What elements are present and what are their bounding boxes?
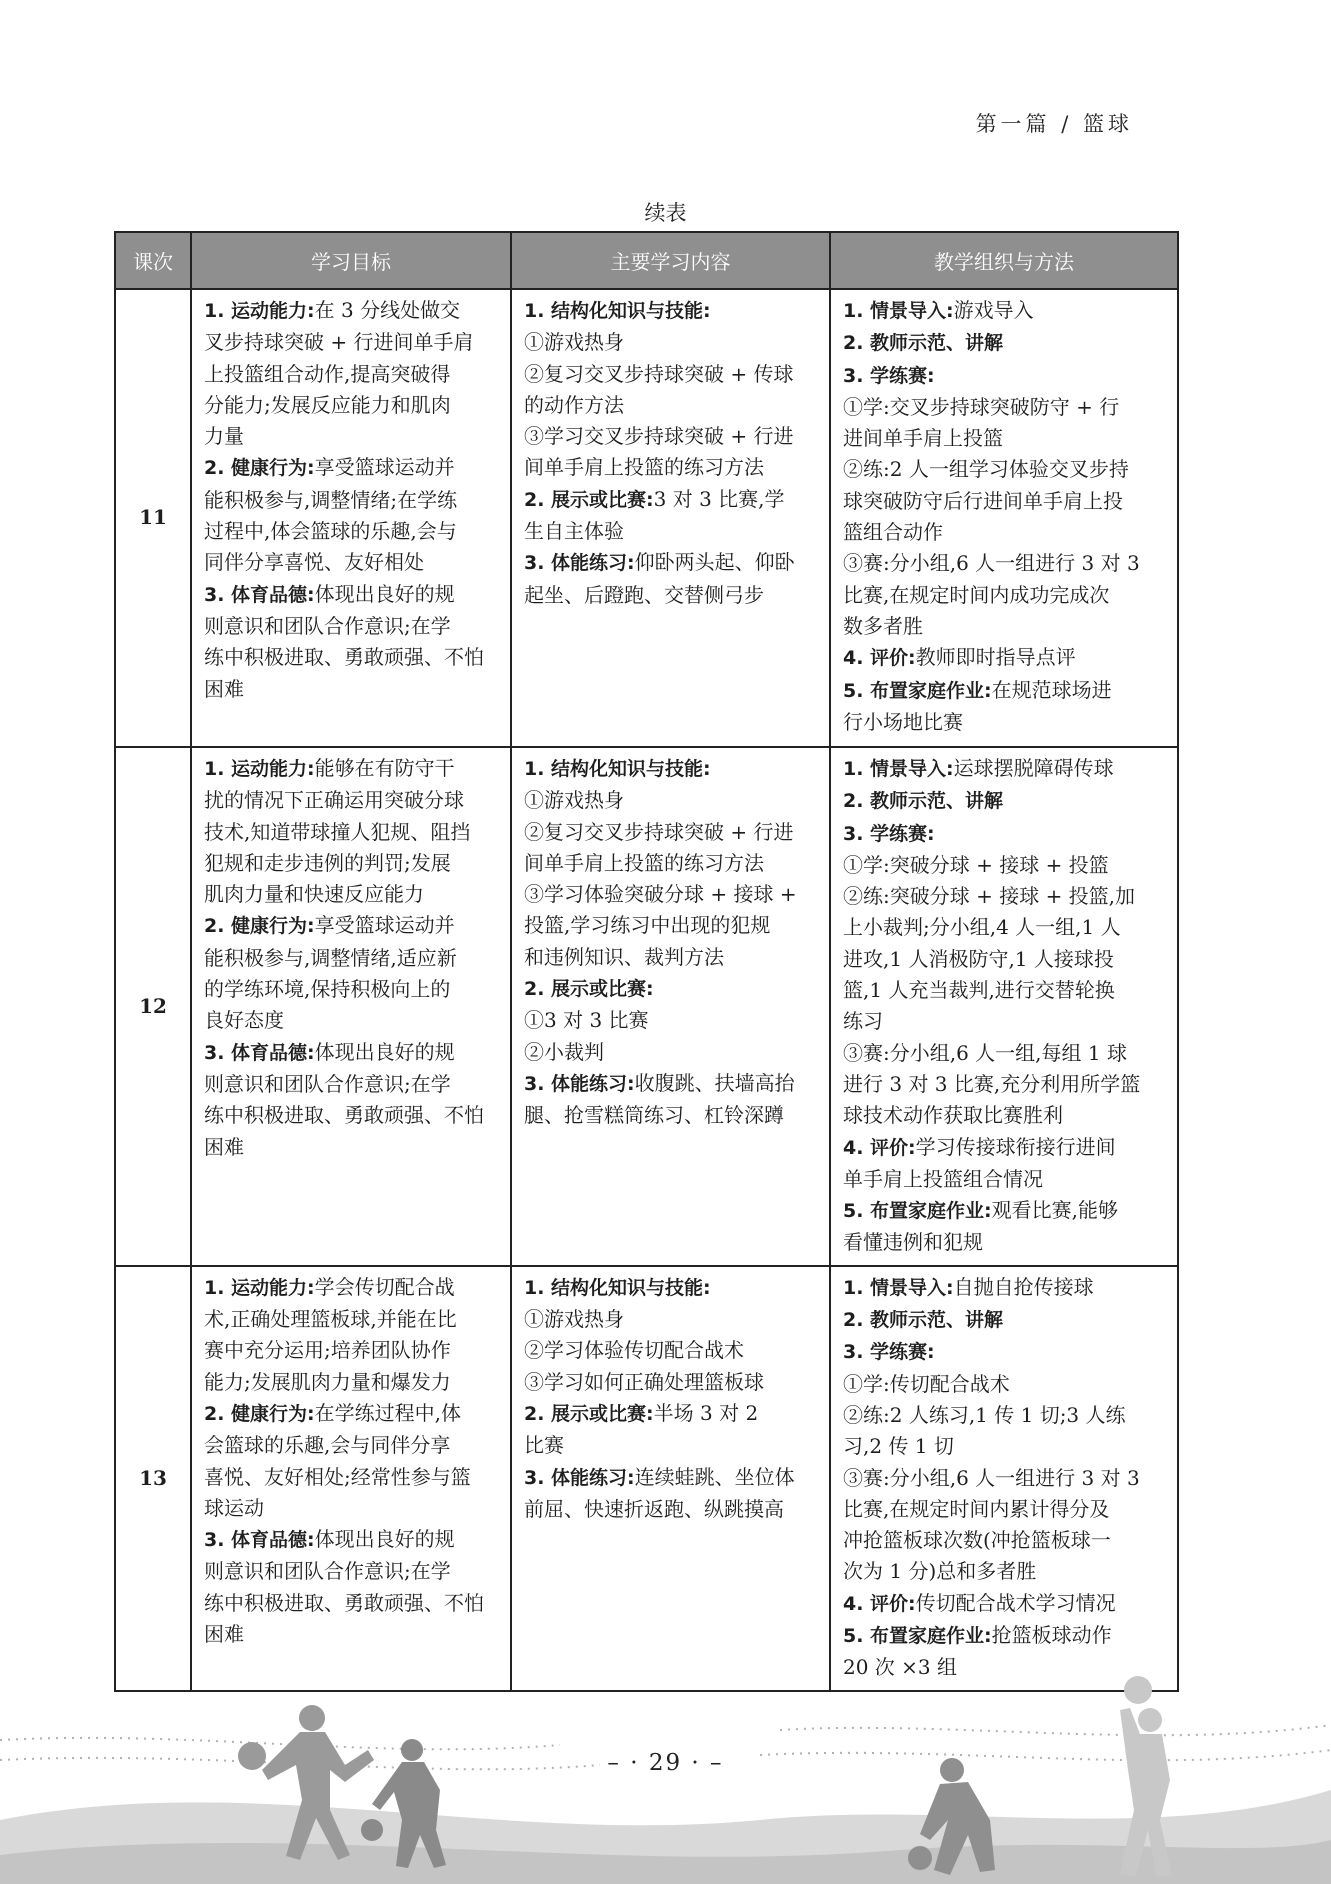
- item-text: 享受篮球运动并: [314, 455, 455, 480]
- item-heading: 3. 体育品德:: [204, 583, 315, 606]
- item-text: 进行 3 对 3 比赛,充分利用所学篮: [843, 1071, 1141, 1096]
- cell-line: [524, 484, 821, 516]
- item-heading: 5. 布置家庭作业:: [843, 679, 992, 702]
- item-text: 看懂违例和犯规: [843, 1230, 983, 1255]
- item-heading: 1. 运动能力:: [204, 758, 315, 780]
- page-number: – · 29 · –: [607, 1750, 724, 1776]
- cell-line: [524, 817, 821, 848]
- item-text: 传切配合战术学习情况: [915, 1590, 1116, 1615]
- cell-line: [524, 1304, 821, 1335]
- cell-line: [524, 879, 821, 910]
- item-text: 观看比赛,能够: [991, 1198, 1119, 1223]
- item-text: 叉步持球突破 + 行进间单手肩: [204, 330, 474, 355]
- item-heading: 5. 布置家庭作业:: [843, 1625, 992, 1648]
- item-text: 比赛,在规定时间内累计得分及: [843, 1496, 1110, 1521]
- item-text: 篮组合动作: [843, 520, 943, 545]
- item-text: ①游戏热身: [524, 788, 624, 813]
- item-heading: 3. 体能练习:: [524, 552, 635, 575]
- item-heading: 5. 布置家庭作业:: [843, 1200, 992, 1223]
- cell-line: [204, 390, 502, 421]
- item-text: 良好态度: [204, 1008, 284, 1033]
- item-heading: 1. 情景导入:: [843, 1276, 954, 1299]
- item-heading: 4. 评价:: [843, 1592, 916, 1615]
- item-heading: 3. 学练赛:: [843, 822, 935, 845]
- item-text: 上投篮组合动作,提高突破得: [204, 361, 451, 386]
- table-row: [115, 1266, 1178, 1691]
- item-text: 球突破防守后行进间单手肩上投: [843, 488, 1123, 513]
- item-text: 习,2 传 1 切: [843, 1434, 954, 1459]
- cell-line: [524, 848, 821, 879]
- cell-line: [843, 1369, 1169, 1400]
- cell-line: [204, 910, 502, 942]
- item-text: 体现出良好的规: [314, 1039, 455, 1064]
- item-heading: 1. 结构化知识与技能:: [524, 1276, 711, 1299]
- cell-line: [204, 485, 502, 516]
- cell-line: [204, 579, 502, 611]
- item-text: 练习: [843, 1009, 883, 1034]
- item-text: 比赛: [524, 1433, 564, 1458]
- item-text: 扰的情况下正确运用突破分球: [204, 788, 464, 813]
- cell-line: [204, 674, 502, 705]
- cell-line: [204, 642, 502, 673]
- item-text: ①学:传切配合战术: [843, 1371, 1010, 1396]
- cell-line: [204, 879, 502, 910]
- item-text: ①游戏热身: [524, 1307, 624, 1332]
- cell-line: [204, 1588, 502, 1619]
- item-text: 学习传接球衔接行进间: [915, 1134, 1116, 1159]
- item-text: 3 对 3 比赛,学: [653, 486, 785, 511]
- cell-line: [204, 1493, 502, 1524]
- cell-line: [524, 1272, 821, 1304]
- lesson-number: 11: [115, 289, 191, 747]
- item-heading: 1. 结构化知识与技能:: [524, 758, 711, 780]
- item-text: 在规范球场进: [991, 677, 1112, 702]
- methods-cell: [830, 747, 1178, 1266]
- cell-line: [524, 1068, 821, 1100]
- cell-line: [843, 423, 1169, 454]
- item-text: ③学习体验突破分球 + 接球 +: [524, 882, 797, 907]
- item-text: 享受篮球运动并: [314, 913, 455, 938]
- lesson-number: 12: [115, 747, 191, 1266]
- cell-line: [843, 517, 1169, 548]
- item-text: ③赛:分小组,6 人一组,每组 1 球: [843, 1040, 1127, 1065]
- item-text: ③学习交叉步持球突破 + 行进: [524, 424, 794, 449]
- item-heading: 1. 情景导入:: [843, 758, 954, 780]
- cell-line: [524, 516, 821, 547]
- cell-line: [843, 1132, 1169, 1164]
- item-text: ③学习如何正确处理篮板球: [524, 1369, 764, 1394]
- cell-line: [843, 580, 1169, 611]
- item-text: ②练:突破分球 + 接球 + 投篮,加: [843, 884, 1136, 909]
- item-text: ①3 对 3 比赛: [524, 1008, 649, 1033]
- cell-line: [843, 707, 1169, 738]
- header-methods: 教学组织与方法: [830, 232, 1178, 289]
- item-text: ②复习交叉步持球突破 + 传球: [524, 361, 794, 386]
- cell-line: [524, 580, 821, 611]
- item-heading: 2. 教师示范、讲解: [843, 790, 1004, 813]
- item-heading: 2. 展示或比赛:: [524, 1402, 654, 1425]
- item-text: 学会传切配合战: [314, 1274, 455, 1299]
- item-text: ①游戏热身: [524, 330, 624, 355]
- cell-line: [204, 327, 502, 358]
- cell-line: [843, 1100, 1169, 1131]
- item-text: 的动作方法: [524, 392, 624, 417]
- cell-line: [524, 1494, 821, 1525]
- item-text: 同伴分享喜悦、友好相处: [204, 550, 424, 575]
- cell-line: [843, 1069, 1169, 1100]
- item-heading: 3. 学练赛:: [843, 364, 935, 387]
- item-heading: 2. 健康行为:: [204, 1402, 315, 1425]
- item-text: 行小场地比赛: [843, 709, 963, 734]
- header-lesson: 课次: [115, 232, 191, 289]
- cell-line: [843, 785, 1169, 817]
- item-text: 犯规和走步违例的判罚;发展: [204, 850, 451, 875]
- cell-line: [843, 1494, 1169, 1525]
- item-text: 的学练环境,保持积极向上的: [204, 977, 451, 1002]
- item-text: 腿、抢雪糕筒练习、杠铃深蹲: [524, 1103, 784, 1128]
- item-text: 则意识和团队合作意识;在学: [204, 1071, 451, 1096]
- cell-line: [204, 359, 502, 390]
- cell-line: [843, 1463, 1169, 1494]
- item-text: ①学:突破分球 + 接球 + 投篮: [843, 852, 1109, 877]
- item-text: 分能力;发展反应能力和肌肉: [204, 392, 451, 417]
- cell-line: [843, 642, 1169, 674]
- item-text: 喜悦、友好相处;经常性参与篮: [204, 1464, 471, 1489]
- cell-line: [843, 454, 1169, 485]
- item-text: 收腹跳、扶墙高抬: [634, 1070, 795, 1095]
- cell-line: [843, 818, 1169, 850]
- cell-line: [524, 1430, 821, 1461]
- item-heading: 1. 结构化知识与技能:: [524, 300, 711, 322]
- cell-line: [204, 1367, 502, 1398]
- cell-line: [843, 360, 1169, 392]
- item-text: 上小裁判;分小组,4 人一组,1 人: [843, 915, 1121, 940]
- item-heading: 1. 运动能力:: [204, 1276, 315, 1299]
- cell-line: [524, 1462, 821, 1494]
- item-text: 则意识和团队合作意识;在学: [204, 613, 451, 638]
- item-heading: 2. 健康行为:: [204, 457, 315, 480]
- item-text: 球运动: [204, 1495, 264, 1520]
- item-text: 赛中充分运用;培养团队协作: [204, 1338, 451, 1363]
- cell-line: [843, 753, 1169, 785]
- item-heading: 4. 评价:: [843, 647, 916, 670]
- item-text: 困难: [204, 1622, 244, 1647]
- item-text: 在 3 分线处做交: [314, 298, 461, 322]
- cell-line: [843, 392, 1169, 423]
- item-text: 练中积极进取、勇敢顽强、不怕: [204, 1103, 484, 1128]
- item-heading: 2. 健康行为:: [204, 915, 315, 938]
- cell-line: [843, 975, 1169, 1006]
- cell-line: [524, 942, 821, 973]
- item-text: 投篮,学习练习中出现的犯规: [524, 913, 771, 938]
- item-text: 力量: [204, 424, 244, 449]
- cell-line: [524, 390, 821, 421]
- item-text: 半场 3 对 2: [653, 1400, 759, 1425]
- item-text: 体现出良好的规: [314, 581, 455, 606]
- item-heading: 2. 教师示范、讲解: [843, 332, 1004, 355]
- cell-line: [843, 1620, 1169, 1652]
- cell-line: [204, 1069, 502, 1100]
- cell-line: [204, 1304, 502, 1335]
- cell-line: [204, 421, 502, 452]
- cell-line: [524, 295, 821, 327]
- running-head: 第一篇 / 篮球: [975, 112, 1133, 136]
- item-text: ③赛:分小组,6 人一组进行 3 对 3: [843, 551, 1140, 576]
- item-text: 20 次 ×3 组: [843, 1655, 958, 1680]
- cell-line: [843, 1588, 1169, 1620]
- item-text: 起坐、后蹬跑、交替侧弓步: [524, 582, 764, 607]
- item-text: 游戏导入: [953, 298, 1034, 322]
- item-heading: 1. 运动能力:: [204, 300, 315, 322]
- cell-line: [843, 944, 1169, 975]
- cell-line: [524, 1100, 821, 1131]
- methods-cell: [830, 1266, 1178, 1691]
- cell-line: [843, 295, 1169, 327]
- item-text: 过程中,体会篮球的乐趣,会与: [204, 519, 457, 544]
- item-text: 单手肩上投篮组合情况: [843, 1166, 1043, 1191]
- item-text: 技术,知道带球撞人犯规、阻挡: [204, 819, 471, 844]
- item-heading: 3. 体能练习:: [524, 1072, 635, 1095]
- item-text: 运球摆脱障碍传球: [953, 756, 1114, 780]
- item-text: 会篮球的乐趣,会与同伴分享: [204, 1433, 451, 1458]
- goals-cell: [191, 289, 511, 747]
- item-text: 体现出良好的规: [314, 1527, 455, 1552]
- cell-line: [524, 1398, 821, 1430]
- item-text: 球技术动作获取比赛胜利: [843, 1103, 1063, 1128]
- cell-line: [524, 910, 821, 941]
- cell-line: [204, 785, 502, 816]
- item-text: 进间单手肩上投篮: [843, 426, 1003, 451]
- item-text: ②学习体验传切配合战术: [524, 1338, 744, 1363]
- methods-cell: [830, 289, 1178, 747]
- cell-line: [843, 1525, 1169, 1556]
- item-heading: 4. 评价:: [843, 1136, 916, 1159]
- item-text: 和违例知识、裁判方法: [524, 944, 724, 969]
- item-text: 肌肉力量和快速反应能力: [204, 882, 424, 907]
- cell-line: [524, 753, 821, 785]
- content-cell: [511, 289, 830, 747]
- cell-line: [204, 1430, 502, 1461]
- item-text: 次为 1 分)总和多者胜: [843, 1559, 1037, 1584]
- table-caption: 续表: [644, 201, 687, 225]
- cell-line: [843, 1556, 1169, 1587]
- cell-line: [204, 943, 502, 974]
- item-text: 冲抢篮板球次数(冲抢篮板球一: [843, 1528, 1111, 1553]
- cell-line: [843, 850, 1169, 881]
- item-text: 能够在有防守干: [314, 756, 455, 780]
- item-heading: 3. 体能练习:: [524, 1466, 635, 1489]
- goals-cell: [191, 747, 511, 1266]
- cell-line: [843, 1304, 1169, 1336]
- item-text: 困难: [204, 1134, 244, 1159]
- item-text: 教师即时指导点评: [915, 645, 1076, 670]
- cell-line: [204, 1398, 502, 1430]
- cell-line: [204, 817, 502, 848]
- cell-line: [843, 1164, 1169, 1195]
- cell-line: [204, 611, 502, 642]
- cell-line: [843, 912, 1169, 943]
- cell-line: [204, 1005, 502, 1036]
- item-text: 抢篮板球动作: [991, 1623, 1112, 1648]
- item-text: ②练:2 人一组学习体验交叉步持: [843, 457, 1129, 482]
- cell-line: [524, 1335, 821, 1366]
- cell-line: [204, 1272, 502, 1304]
- item-text: 能力;发展肌肉力量和爆发力: [204, 1369, 451, 1394]
- cell-line: [843, 548, 1169, 579]
- cell-line: [204, 1037, 502, 1069]
- footer-basketball-illustration: [0, 1670, 1331, 1884]
- cell-line: [843, 1400, 1169, 1431]
- item-text: ③赛:分小组,6 人一组进行 3 对 3: [843, 1465, 1140, 1490]
- item-text: 篮,1 人充当裁判,进行交替轮换: [843, 978, 1115, 1003]
- item-text: ②小裁判: [524, 1039, 604, 1064]
- item-text: 术,正确处理篮板球,并能在比: [204, 1307, 457, 1332]
- cell-line: [843, 1006, 1169, 1037]
- cell-line: [524, 785, 821, 816]
- cell-line: [843, 1431, 1169, 1462]
- cell-line: [524, 1005, 821, 1036]
- header-goals: 学习目标: [191, 232, 511, 289]
- cell-line: [524, 359, 821, 390]
- cell-line: [524, 973, 821, 1005]
- item-heading: 3. 体育品德:: [204, 1041, 315, 1064]
- goals-cell: [191, 1266, 511, 1691]
- cell-line: [524, 452, 821, 483]
- cell-line: [524, 421, 821, 452]
- cell-line: [204, 1619, 502, 1650]
- cell-line: [204, 452, 502, 484]
- item-text: ①学:交叉步持球突破防守 + 行: [843, 394, 1120, 419]
- cell-line: [524, 547, 821, 579]
- cell-line: [204, 1556, 502, 1587]
- item-text: 进攻,1 人消极防守,1 人接球投: [843, 946, 1114, 971]
- item-heading: 2. 教师示范、讲解: [843, 1309, 1004, 1332]
- item-text: 前屈、快速折返跑、纵跳摸高: [524, 1496, 784, 1521]
- cell-line: [204, 1524, 502, 1556]
- cell-line: [843, 1336, 1169, 1368]
- item-text: 自抛自抢传接球: [953, 1274, 1094, 1299]
- item-text: 生自主体验: [524, 519, 624, 544]
- item-text: 能积极参与,调整情绪,适应新: [204, 945, 457, 970]
- cell-line: [204, 547, 502, 578]
- cell-line: [843, 881, 1169, 912]
- item-text: 则意识和团队合作意识;在学: [204, 1559, 451, 1584]
- item-text: 练中积极进取、勇敢顽强、不怕: [204, 1590, 484, 1615]
- table-row: [115, 289, 1178, 747]
- item-text: ②复习交叉步持球突破 + 行进: [524, 819, 794, 844]
- item-heading: 3. 体育品德:: [204, 1529, 315, 1552]
- item-text: 困难: [204, 676, 244, 701]
- item-text: 比赛,在规定时间内成功完成次: [843, 582, 1110, 607]
- item-text: 数多者胜: [843, 613, 923, 638]
- item-text: 连续蛙跳、坐位体: [634, 1464, 795, 1489]
- cell-line: [524, 1367, 821, 1398]
- item-text: 间单手肩上投篮的练习方法: [524, 455, 764, 480]
- item-text: 仰卧两头起、仰卧: [634, 550, 795, 575]
- cell-line: [204, 1100, 502, 1131]
- cell-line: [843, 327, 1169, 359]
- cell-line: [843, 1195, 1169, 1227]
- cell-line: [843, 486, 1169, 517]
- cell-line: [204, 516, 502, 547]
- cell-line: [524, 327, 821, 358]
- cell-line: [843, 1227, 1169, 1258]
- content-cell: [511, 747, 830, 1266]
- lesson-plan-table: [114, 231, 1179, 1692]
- content-cell: [511, 1266, 830, 1691]
- item-text: 间单手肩上投篮的练习方法: [524, 850, 764, 875]
- item-text: 练中积极进取、勇敢顽强、不怕: [204, 645, 484, 670]
- cell-line: [524, 1037, 821, 1068]
- cell-line: [204, 295, 502, 327]
- item-heading: 1. 情景导入:: [843, 300, 954, 322]
- table-header-row: [115, 232, 1178, 289]
- cell-line: [204, 974, 502, 1005]
- item-heading: 2. 展示或比赛:: [524, 488, 654, 511]
- cell-line: [204, 1335, 502, 1366]
- lesson-number: 13: [115, 1266, 191, 1691]
- cell-line: [843, 1272, 1169, 1304]
- cell-line: [204, 1132, 502, 1163]
- cell-line: [204, 753, 502, 785]
- item-text: 能积极参与,调整情绪;在学练: [204, 487, 458, 512]
- item-heading: 3. 学练赛:: [843, 1341, 935, 1364]
- cell-line: [843, 1038, 1169, 1069]
- item-text: 在学练过程中,体: [314, 1400, 462, 1425]
- cell-line: [843, 675, 1169, 707]
- cell-line: [843, 611, 1169, 642]
- item-heading: 2. 展示或比赛:: [524, 978, 654, 1001]
- table-row: [115, 747, 1178, 1266]
- header-content: 主要学习内容: [511, 232, 830, 289]
- item-text: ②练:2 人练习,1 传 1 切;3 人练: [843, 1402, 1126, 1427]
- cell-line: [204, 1462, 502, 1493]
- cell-line: [204, 848, 502, 879]
